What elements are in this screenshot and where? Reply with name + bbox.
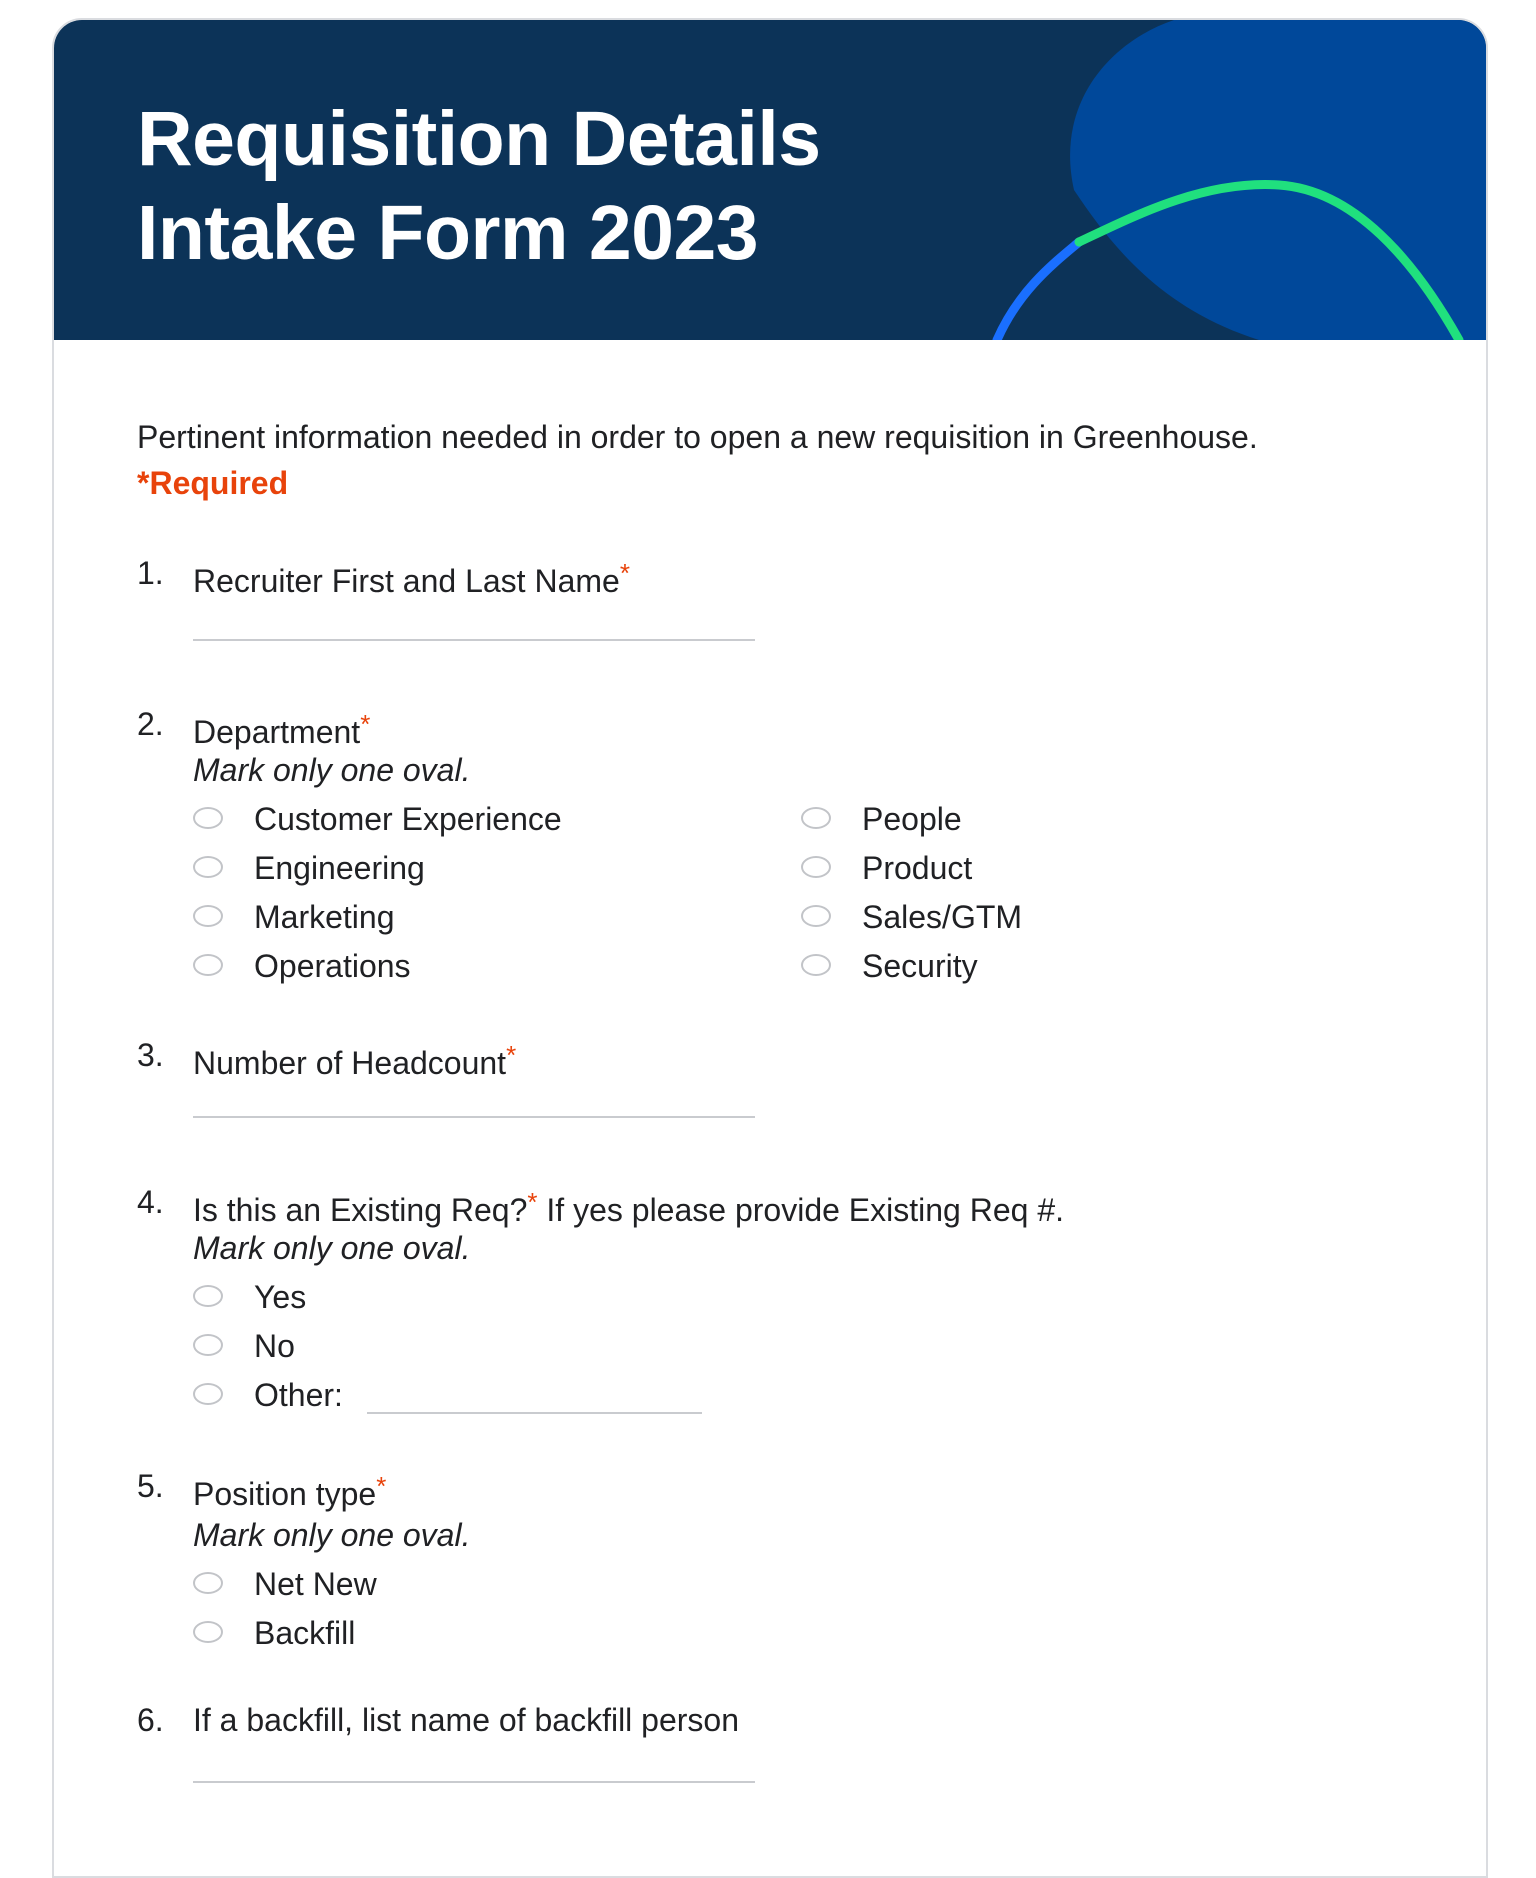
option-label: Engineering [254, 850, 425, 886]
form-title [137, 92, 821, 280]
question-number: 6. [137, 1702, 164, 1738]
form-header [54, 20, 1488, 340]
radio-oval[interactable] [193, 1383, 223, 1405]
radio-oval[interactable] [801, 954, 831, 976]
recruiter-name-input[interactable] [193, 639, 755, 641]
required-star: * [506, 1040, 517, 1070]
question-text: Position type [193, 1476, 377, 1512]
option-label: Sales/GTM [862, 899, 1023, 935]
radio-oval[interactable] [193, 1621, 223, 1643]
question-text: Is this an Existing Req? [193, 1192, 528, 1228]
required-star: * [619, 558, 630, 588]
radio-oval[interactable] [193, 905, 223, 927]
option-label: Net New [254, 1566, 377, 1602]
option-label: People [862, 801, 962, 837]
question-number: 1. [137, 555, 164, 591]
question-number: 5. [137, 1468, 164, 1504]
question-number: 2. [137, 706, 164, 742]
question-title [193, 1463, 386, 1517]
option-label: Yes [254, 1279, 307, 1315]
radio-oval[interactable] [193, 807, 223, 829]
option-label: Other: [254, 1377, 343, 1413]
question-number: 3. [137, 1037, 164, 1073]
option-other[interactable] [193, 1372, 713, 1418]
form-description: Pertinent information needed in order to open a new requisition in Greenhouse. [137, 419, 1258, 455]
required-star: * [527, 1187, 538, 1217]
radio-oval[interactable] [193, 1334, 223, 1356]
option-label: No [254, 1328, 295, 1364]
question-text: Recruiter First and Last Name [193, 563, 620, 599]
option-label: Operations [254, 948, 411, 984]
question-title [193, 1032, 516, 1086]
question-number: 4. [137, 1184, 164, 1220]
radio-oval[interactable] [801, 807, 831, 829]
form-card [52, 18, 1488, 1878]
radio-oval[interactable] [801, 905, 831, 927]
headcount-input[interactable] [193, 1116, 755, 1118]
option-label: Backfill [254, 1615, 356, 1651]
required-star: * [360, 709, 371, 739]
question-text-suffix: If yes please provide Existing Req #. [537, 1192, 1065, 1228]
question-hint: Mark only one oval. [193, 1230, 471, 1266]
question-text: Number of Headcount [193, 1045, 507, 1081]
radio-oval[interactable] [193, 954, 223, 976]
question-title [193, 550, 630, 604]
other-text-input[interactable] [367, 1412, 702, 1414]
question-hint: Mark only one oval. [193, 752, 471, 788]
form-title-line1: Requisition Details [137, 96, 821, 182]
question-text: Department [193, 714, 361, 750]
option-label: Customer Experience [254, 801, 562, 837]
question-hint: Mark only one oval. [193, 1517, 471, 1553]
radio-oval[interactable] [193, 1572, 223, 1594]
radio-oval[interactable] [193, 1285, 223, 1307]
option-label: Product [862, 850, 973, 886]
radio-oval[interactable] [193, 856, 223, 878]
form-title-line2: Intake Form 2023 [137, 190, 759, 276]
option-label: Marketing [254, 899, 395, 935]
required-note: *Required [137, 465, 289, 501]
backfill-name-input[interactable] [193, 1781, 755, 1783]
header-arc-blue [997, 242, 1079, 340]
option-label: Security [862, 948, 978, 984]
question-title: If a backfill, list name of backfill person [193, 1702, 740, 1738]
required-star: * [376, 1471, 387, 1501]
radio-oval[interactable] [801, 856, 831, 878]
